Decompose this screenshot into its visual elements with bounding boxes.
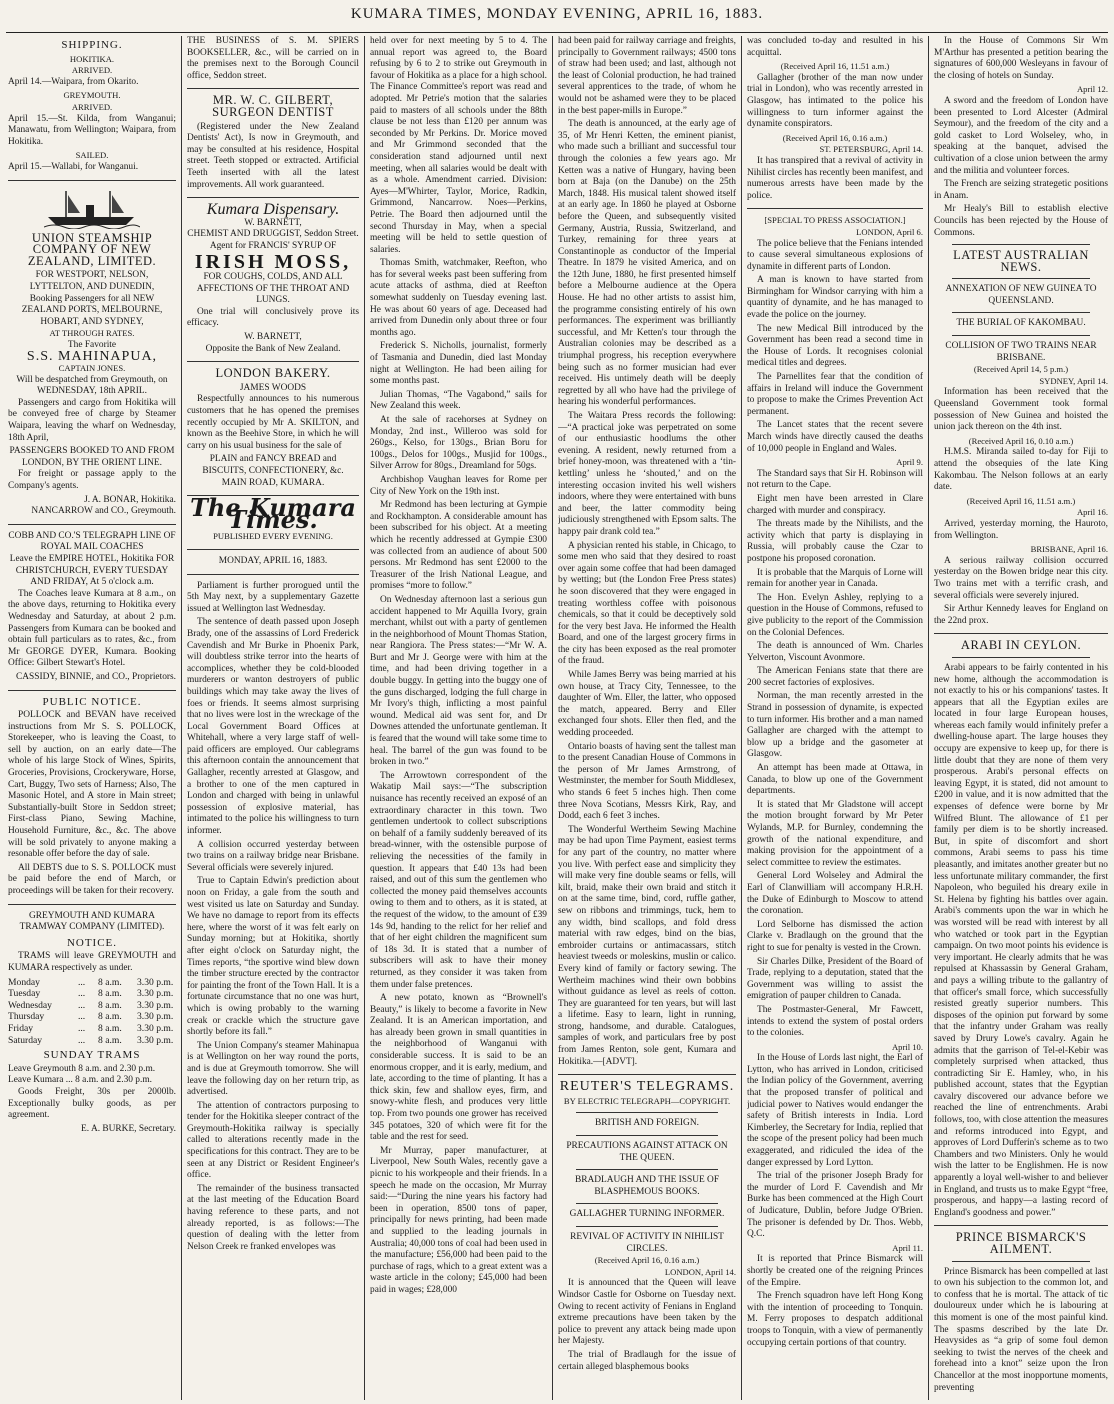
- tramway-title: GREYMOUTH AND KUMARA TRAMWAY COMPANY (LIMITED).: [19, 910, 165, 933]
- paragraph: Gallagher (brother of the man now under trial in London), who was recently arrested in Glasgow, has intimated to the police his willingness to turn informer against the dynamite conspirators.: [747, 72, 923, 130]
- usc-booked: PASSENGERS BOOKED TO AND FROM LONDON, BY THE ORIENT LINE.: [9, 446, 175, 468]
- divider: [8, 690, 176, 691]
- divider: [187, 574, 359, 575]
- paragraph: The French are seizing strategetic positions in Anam.: [934, 179, 1108, 201]
- dateline: April 12.: [1076, 84, 1108, 95]
- paragraph: The attention of contractors purposing to tender for the Hokitika sleeper contract of the Greymouth-Hokitika railway is specially called to alterations recently made in the specifications for this contract. They are to be seen at any District or Resident Engineer's office.: [187, 1100, 359, 1181]
- paragraph: Arrived, yesterday morning, the Hauroto, from Wellington.: [934, 518, 1108, 541]
- paragraph: The police believe that the Fenians intended to cause several simultaneous explosions of dynamite in different parts of London.: [747, 238, 923, 272]
- bakery-owner: JAMES WOODS: [239, 382, 307, 393]
- headline: COLLISION OF TWO TRAINS NEAR BRISBANE.: [945, 341, 1097, 363]
- divider: [952, 657, 1090, 658]
- paragraph: The Lancet states that the recent severe March winds have directly caused the deaths of 10,000 people in England and Wales.: [747, 420, 923, 454]
- divider: [952, 278, 1090, 279]
- tram-day: Wednesday: [8, 999, 52, 1011]
- paragraph: It is announced that the Queen will leave Windsor Castle for Osborne on Tuesday next. Owing to recent activity of Fenians in England extreme precautions have been taken by the police to prevent any attack being made upon her Majesty.: [558, 1278, 736, 1347]
- special-label: [SPECIAL TO PRESS ASSOCIATION.]: [764, 215, 906, 226]
- paragraph: An attempt has been made at Ottawa, in Canada, to blow up one of the Government departments.: [747, 763, 923, 797]
- paragraph: Ontario boasts of having sent the tallest man to the present Canadian House of Commons in the person of Mr James Armstrong, of Westminster, the member for South Middlesex, who stands 6 feet 5 inches high. Then come three Nova Scotians, Messrs Kirk, Ray, and Dodd, each 6 feet 3 inches.: [558, 741, 736, 822]
- usc-freight: For freight or passage apply to the Company's agents.: [8, 469, 176, 491]
- divider: [187, 549, 359, 550]
- tram-pm: 3.30 p.m.: [137, 976, 174, 988]
- column-divider: [364, 36, 365, 1400]
- bakery-text: Respectfully announces to his numerous customers that he has opened the premises recently occupied by Mr A. SKILTON, and known as the Beehive Store, in which he will carry on his usual business for the sale of: [187, 394, 359, 451]
- paragraph: It is stated that Mr Gladstone will accept the motion brought forward by Mr Peter Wylands, M.P. for Burnley, condemning the growth of the national expenditure, and making provision for the appointment of a select committee to review the estimates.: [747, 799, 923, 868]
- paragraph: The French squadron have left Hong Kong with the intention of proceeding to Tonquin. M. Ferry proposes to despatch additional troops to Tonquin, with a view of permanently occupying certain portions of that country.: [747, 1291, 923, 1348]
- paragraph: The Parnellites fear that the condition of affairs in Ireland will induce the Government to propose to make the Crimes Prevention Act permanent.: [747, 372, 923, 417]
- shipping-heading: SHIPPING.: [61, 39, 123, 51]
- divider: [8, 904, 176, 905]
- paragraph: A man is known to have started from Birmingham for Windsor carrying with him a quantity of dynamite, and he has managed to evade the police on the journey.: [747, 275, 923, 321]
- paragraph: The Postmaster-General, Mr Fawcett, intends to extend the system of postal orders to the colonies.: [747, 1004, 923, 1039]
- headline: THE BURIAL OF KAKOMBAU.: [956, 318, 1086, 329]
- column-3: [370, 36, 547, 1400]
- tram-am: 8 a.m.: [98, 1011, 122, 1023]
- agent-line: Agent for FRANCIS' SYRUP OF: [209, 240, 337, 251]
- dateline: LONDON, April 14.: [664, 1266, 736, 1277]
- cobb-text: The Coaches leave Kumara at 8 a.m., on the above days, returning to Hokitika every Wednesday and Saturday, at about 2 p.m. Passengers from Kumara can be booked and obtain full particulars as to rates, &c., from Mr GEORGE DYER, Kumara. Booking Office: Gilbert Stewart's Hotel.: [8, 588, 176, 669]
- tram-pm: 3.30 p.m.: [137, 1034, 174, 1046]
- paragraph: In the House of Lords last night, the Earl of Lytton, who has arrived in London, criticised the Indian policy of the Government, averring that the proposed transfer of political and judicial power to Natives would endanger the safety of British interests in India. Lord Kimberley, the Secretary for India, replied that the scope of the present policy had been much exaggerated, and ridiculed the idea of the danger expressed by Lord Lytton.: [747, 1053, 923, 1168]
- dateline: BRISBANE, April 16.: [1030, 544, 1108, 555]
- paragraph: The Hon. Evelyn Ashley, replying to a question in the House of Commons, refused to give publicity to the report of the Commission on the Colonial Defences.: [747, 592, 923, 638]
- paragraph: Sir Arthur Kennedy leaves for England on the 22nd prox.: [934, 604, 1108, 626]
- tram-pm: 3.30 p.m.: [137, 1011, 174, 1023]
- tramway-intro: TRAMS will leave GREYMOUTH and KUMARA respectively as under.: [8, 951, 176, 973]
- tramway-notice: NOTICE.: [66, 936, 118, 949]
- paragraph: The trial of the prisoner Joseph Brady for the murder of Lord F. Cavendish and Mr Burke has been commenced at the High Court of Judicature, Dublin, before Judge O'Brien. The prisoner is defended by Dr. Thos. Webb, Q.C.: [747, 1171, 923, 1240]
- bismarck-heading: PRINCE BISMARCK'S AILMENT.: [955, 1230, 1087, 1256]
- headline: GALLAGHER TURNING INFORMER.: [569, 1209, 725, 1220]
- column-divider: [552, 36, 553, 1400]
- irish-moss: IRISH MOSS,: [194, 250, 352, 273]
- divider: [952, 1261, 1090, 1262]
- divider: [8, 180, 176, 181]
- secretary-signature: E. A. BURKE, Secretary.: [81, 1123, 176, 1134]
- column-1: [8, 36, 176, 1400]
- dateline: April 9.: [896, 457, 923, 468]
- column-5: [747, 36, 923, 1400]
- dateline: April 10.: [891, 1041, 923, 1052]
- paragraph: A collision occurred yesterday between two trains on a railway bridge near Brisbane. Several officials were severely injured.: [187, 839, 359, 873]
- sunday-trams-heading: SUNDAY TRAMS: [43, 1049, 141, 1062]
- tram-day: Monday: [8, 976, 40, 988]
- nameplate: The Kumara Times.: [190, 493, 356, 534]
- chemist-line: CHEMIST AND DRUGGIST, Seddon Street.: [187, 229, 359, 240]
- arrived-label: ARRIVED.: [71, 65, 113, 76]
- paragraph: The Waitara Press records the following:—“A practical joke was perpetrated on some of our enthusiastic hoodlums the other evening. A resident, newly returned from a brief honey-moon, was threatened with a ‘tin-kettling’ unless he ‘shouted,’ and on the interesting occasion invited his well wishers indoors, where they were entertained with buns and beer, the latter commodity being judiciously strengthened with Epsom salts. The happy pair drank cold tea.”: [558, 411, 736, 537]
- paragraph: The sentence of death passed upon Joseph Brady, one of the assassins of Lord Frederick Cavendish and Mr Burke in Phoenix Park, will doubtless strike terror into the hearts of accomplices, whether they be cold-blooded murderers or wanton destroyers of public buildings which may take away the lives of foes or friends. It seems almost surprising that no lives were lost in the wreckage of the Local Government Board Offices at Whitehall, where a very large staff of well-paid officers are employed. Our cablegrams this afternoon contain the announcement that Gallagher, recently arrested at Glasgow, and a brother to one of the men captured in London and charged with being in unlawful possession of explosive material, has intimated to the police his willingness to turn informer.: [187, 617, 359, 837]
- usc-agent: NANCARROW and CO., Greymouth.: [31, 506, 176, 517]
- paragraph: While James Berry was being married at his own house, at Tracy City, Tennessee, to the daughter of Wm. Eller, the latter, who opposed the match, appeared. Berry and Eller exchanged four shots. Eller then fled, and the wedding proceeded.: [558, 670, 736, 739]
- barnett-name: W. BARNETT,: [244, 217, 302, 228]
- bakery-address: MAIN ROAD, KUMARA.: [221, 477, 325, 488]
- paragraph: H.M.S. Miranda sailed to-day for Fiji to attend the obsequies of the late King Kakombau. The Nelson follows at an early date.: [934, 447, 1108, 493]
- headline: BRADLAUGH AND THE ISSUE OF BLASPHEMOUS BOOKS.: [574, 1175, 720, 1197]
- dispensary-heading: Kumara Dispensary.: [206, 201, 340, 219]
- usc-despatch: Will be despatched from Greymouth, on: [16, 374, 168, 385]
- gilbert-text: (Registered under the New Zealand Dentists' Act), Is now in Greymouth, and may be consulted at his residence, Hospital street. Teeth stopped or extracted. Artificial Teeth inserted with all the latest improvements. All work guaranteed.: [187, 121, 359, 190]
- divider: [576, 1112, 718, 1113]
- trial-line: One trial will conclusively prove its efficacy.: [187, 306, 359, 329]
- paragraph: A sword and the freedom of London have been presented to Lord Alcester (Admiral Seymour), and the freedom of the city and a gold casket to Lord Wolseley, who, in speaking at the banquet, advised the cultivation of a close union between the army and the militia and volunteer forces.: [934, 95, 1108, 176]
- tram-am: 8 a.m.: [98, 999, 122, 1011]
- masthead-rule: [6, 32, 1108, 33]
- paragraph: was concluded to-day and resulted in his acquittal.: [747, 36, 923, 58]
- reuters-heading: REUTER'S TELEGRAMS.: [559, 1079, 735, 1095]
- tram-day: Tuesday: [8, 988, 41, 1000]
- paragraph: Mr Redmond has been lecturing at Gympie and Rockhampton. A considerable amount has been subscribed for his object. At a meeting which he recently addressed at Gympie £300 was collected from an audience of about 500 persons. Mr Redmond has sent £2000 to the Treasurer of the Irish National League, and promises “more to follow.”: [370, 500, 547, 592]
- paragraph: General Lord Wolseley and Admiral the Earl of Clanwilliam will accompany H.R.H. the Duke of Edinburgh to Moscow to attend the coronation.: [747, 871, 923, 917]
- divider: [187, 88, 359, 89]
- paragraph: In the House of Commons Sir Wm M'Arthur has presented a petition bearing the signatures of 600,000 Wesleyans in favour of the closing of hotels on Sunday.: [934, 36, 1108, 81]
- received-line: (Received April 16, 0.16 a.m.): [594, 1255, 700, 1266]
- divider: [952, 312, 1090, 313]
- headline: ANNEXATION OF NEW GUINEA TO QUEENSLAND.: [945, 284, 1097, 306]
- tram-pm: 3.30 p.m.: [137, 1022, 174, 1034]
- received-line: (Received April 14, 5 p.m.): [973, 364, 1069, 375]
- divider: [576, 1135, 718, 1136]
- goods-freight: Goods Freight, 30s per 2000lb. Exceptionally bulky goods, as per agreement.: [8, 1086, 176, 1121]
- paragraph: Prince Bismarck has been compelled at last to own his subjection to the common lot, and to confess that he is mortal. The attack of tic douloureux under which he is labouring at this moment is one of the most painful kind. The spasms described by the late Dr. Heavysides as “a grip of some foul demon seeking to twist the nerves of the cheek and forehead into a knot” seize upon the Iron Chancellor at the most inopportune moments, preventing: [934, 1266, 1108, 1393]
- paragraph: At the sale of racehorses at Sydney on Monday, 2nd inst., Willeroo was sold for 260gs., Kelso, for 130gs., Brian Boru for 100gs., Delos for 100gs., Musjid for 100gs., Silver Arrow for 80gs., Dreamland for 50gs.: [370, 415, 547, 472]
- usc-booking: Booking Passengers for all NEW ZEALAND PORTS, MELBOURNE, HOBART, AND SYDNEY,: [21, 293, 163, 327]
- paragraph: The death is announced, at the early age of 35, of Mr Henri Ketten, the eminent pianist, who made such a brilliant and successful tour through the colonies a few years ago. Mr Ketten was a native of Hungary, having been born at Baja (on the Danube) on the 25th March, 1848. His musical talent showed itself at an early age. In 1860 he played at Osborne before the Queen, and subsequently visited Germany, Austria, Russia, Switzerland, and Turkey, remaining for three years at Constantinople as conductor of the Imperial Theatre. In 1879 he visited America, and on the 12th June, 1880, he first presented himself before a Melbourne audience at the Opera House. He had no other artists to assist him, the programme consisting entirely of his own performances. The experiment was brilliantly successful, and Mr Ketten's tour through the Australian colonies may be described as a triumphal progress, his reception everywhere being such as no former musician had ever received. His untimely death will be deeply regretted by all who have had the privilege of hearing his wonderful performances.: [558, 119, 736, 408]
- divider: [747, 208, 923, 209]
- paragraph: The new Medical Bill introduced by the Government has been read a second time in the House of Lords. It recognises colonial medical titles and degrees.: [747, 323, 923, 369]
- usc-routes: FOR WESTPORT, NELSON, LYTTELTON, AND DUNEDIN,: [29, 270, 155, 292]
- usc-captain: CAPTAIN JONES.: [58, 363, 126, 374]
- arabi-heading: ARABI IN CEYLON.: [960, 638, 1082, 653]
- paragraph: A serious railway collision occurred yesterday on the Bowen bridge near this city. Two trains met with a terrific crash, and several officials were severely injured.: [934, 555, 1108, 601]
- tram-day: Friday: [8, 1022, 34, 1034]
- usc-ship: S.S. MAHINAPUA,: [26, 349, 158, 365]
- bakery-heading: LONDON BAKERY.: [215, 366, 331, 381]
- divider: [187, 361, 359, 362]
- hokitika-heading: HOKITIKA.: [69, 53, 115, 64]
- tram-day: Thursday: [8, 1011, 45, 1023]
- masthead: KUMARA TIMES, MONDAY EVENING, APRIL 16, 1883.: [350, 6, 764, 22]
- public-notice-debts: All DEBTS due to S. S. POLLOCK must be paid before the end of March, or proceedings will be taken for their recovery.: [8, 862, 176, 896]
- paragraph: Eight men have been arrested in Clare charged with murder and conspiracy.: [747, 493, 923, 516]
- divider: [952, 335, 1090, 336]
- column-divider: [181, 36, 182, 1400]
- greymouth-heading: GREYMOUTH.: [63, 90, 121, 101]
- divider: [576, 1169, 718, 1170]
- received-line: (Received April 16, 11.51 a.m.): [966, 495, 1076, 506]
- paragraph: The American Fenians state that there are 200 secret factories of explosives.: [747, 666, 923, 688]
- paragraph: The Wonderful Wertheim Sewing Machine may be had upon Time Payment, easiest terms for any part of the country, no matter where you live. With perfect ease and simplicity they will make very fine double seams or fells, will kilt, braid, make their own braid and stitch it on at the same time, bind, cord, ruffle gather, sew on ribbons and trimmings, tuck, hem to any width, bind scallops, and fold dress material with raw edges, bind on the bias, embroider curtains or antimacassars, stitch heaviest tweeds or moleskins, muslin or calico. Every kind of family or factory sewing. The Wertheim machines wind their own bobbins without guidance as level as reels of cotton. They are guaranteed for ten years, but will last a lifetime. Easy to learn, light in running, strong, handsome, and durable. Catalogues, samples of work, and particulars free by post from James Renton, sole gent, Kumara and Hokitika.—[ADVT].: [558, 824, 736, 1067]
- column-2: [187, 36, 359, 1400]
- tram-pm: 3.30 p.m.: [137, 999, 174, 1011]
- tram-pm: 3.30 p.m.: [137, 988, 174, 1000]
- paragraph: Arabi appears to be fairly contented in his new home, although the accommodation is not exactly to his or his companions' tastes. It appears that all the Egyptian exiles are located in four large European houses, whereas each family would infinitely prefer a dwelling-house apart. The large houses they occupy are expensive to keep up, for there is little doubt that they are none of them very prosperous. Arabi's personal effects on leaving Egypt, it is stated, did not amount to £200 in value, and it is now admitted that the expenses of defence were borne by Mr Wilfred Blunt. The allowance of £1 per family per diem is to be shortly increased. But, in spite of discomfort and short commons, Arabi seems to pass his time pleasantly, and imitates another greater but no less unfortunate military commander, the first Napoleon, who beguiled his dreary exile in St. Helena by fighting his battles over again. Arabi's comments upon the war in which he was worsted will be read with interest by all who watched or took part in the Egyptian campaign. On two moot points his evidence is very important. He clearly admits that he was repulsed at Khassassin by General Graham, and pays a willing tribute to the gallantry of that officer's small force, which successfully resisted greatly superior numbers. This disposes of the opinion put forward by some that the infantry under Graham was really saved by Drury Lowe's cavalry. Again he admits that the garrison of Tel-el-Kebir was completely surprised when attacked, thus contradicting Sir E. Hamley, who, in his published account, states that the Egyptian cavalry discovered our advance before we reached the line of entrenchments. Arabi follows, too, with close attention the measures and reforms introduced into Egypt, and approves of Lord Dufferin's scheme as to two Chambers and two Ministers. Only he would wish the latter to be Englishmen. He is now apparently a loyal well-wisher to and believer in England, and trusts us to make Egypt “free, prosperous, and happy—a lasting record of England's goodness and power.”: [934, 662, 1108, 1218]
- tram-am: 8 a.m.: [98, 988, 122, 1000]
- sailed-line: April 15.—Wallabi, for Wanganui.: [8, 161, 139, 172]
- cobb-signature: CASSIDY, BINNIE, and CO., Proprietors.: [16, 671, 176, 682]
- tram-day: Saturday: [8, 1034, 43, 1046]
- sunday-trams-line: Leave Kumara ... 8 a.m. and 2.30 p.m.: [8, 1075, 152, 1086]
- tram-am: 8 a.m.: [98, 1022, 122, 1034]
- section-heading: BRITISH AND FOREIGN.: [595, 1118, 699, 1129]
- headline: PRECAUTIONS AGAINST ATTACK ON THE QUEEN.: [566, 1141, 728, 1163]
- gilbert-heading: MR. W. C. GILBERT, SURGEON DENTIST: [212, 93, 334, 119]
- usc-rates: AT THROUGH RATES.: [49, 328, 135, 339]
- paragraph: Parliament is further prorogued until the 5th May next, by a supplementary Gazette issued at Wellington last Wednesday.: [187, 580, 359, 614]
- paragraph: Mr Healy's Bill to establish elective Councils has been rejected by the House of Commons.: [934, 204, 1108, 238]
- received-line: (Received April 16, 11.51 a.m.): [780, 61, 890, 72]
- divider: [8, 524, 176, 525]
- column-divider: [741, 36, 742, 1400]
- divider: [576, 1203, 718, 1204]
- divider: [576, 1226, 718, 1227]
- published-line: PUBLISHED EVERY EVENING.: [213, 531, 333, 542]
- paragraph: The Union Company's steamer Mahinapua is at Wellington on her way round the ports, and is due at Greymouth tomorrow. She will leave the following day on her return trip, as advertised.: [187, 1040, 359, 1098]
- tram-timetable: Monday ... 8 a.m. 3.30 p.m. Tuesday ... 8 a.m. 3.30 p.m. Wednesday ... 8 a.m. 3.30 p.m. Thursday ... 8 a.m. 3.30 p.m. Friday ... 8 a.m. 3.30 p.m. Saturday ... 8 a.m. 3.30 p.m.: [8, 977, 176, 1047]
- sailed-label: SAILED.: [75, 150, 109, 161]
- paragraph: It has transpired that a revival of activity in Nihilist circles has recently been manifest, and numerous arrests have been made by the police.: [747, 155, 923, 201]
- received-line: (Received April 16, 0.10 a.m.): [968, 435, 1074, 446]
- paragraph: Information has been received that the Queensland Government took formal possession of New Guinea and hoisted the union jack thereon on the 4th inst.: [934, 387, 1108, 433]
- paragraph: Sir Charles Dilke, President of the Board of Trade, replying to a deputation, stated that the Government was willing to assist the emigration of pauper children to Canada.: [747, 956, 923, 1002]
- usc-title: UNION STEAMSHIP COMPANY OF NEW ZEALAND, LIMITED.: [27, 230, 157, 268]
- paragraph: A physician rented his stable, in Chicago, to some men who said that they desired to roast over again some coffee that had been damaged by wetting; but (the London Free Press states) he soon discovered that they were engaged in treating worthless coffee with poisonous chemicals, so that it could be deceptively sold for the very best Java. He informed the Health Board, and one of the largest grocery firms in the city has been exposed as the real promoter of the fraud.: [558, 540, 736, 667]
- divider: [934, 633, 1108, 634]
- paragraph: Lord Selborne has dismissed the action Clarke v. Bradlaugh on the ground that the right to sue for penalty is vested in the Crown.: [747, 919, 923, 953]
- headline: REVIVAL OF ACTIVITY IN NIHILIST CIRCLES.: [570, 1232, 724, 1254]
- usc-agent: J. A. BONAR, Hokitika.: [84, 494, 176, 505]
- divider: [558, 1074, 736, 1075]
- arrived-label: ARRIVED.: [71, 101, 113, 112]
- paragraph: Archbishop Vaughan leaves for Rome per City of New York on the 19th inst.: [370, 474, 547, 497]
- paragraph: A new potato, known as “Brownell's Beauty,” is likely to become a favorite in New Zealand. It is an American importation, and has already been grown in small quantities in the neighborhood of Wanganui with considerable success. It is said to be an enormous cropper, and it is early, medium, and late, according to the time of planting. It has a thick skin, few and shallow eyes, firm, and snowy-white flesh, and produces very little top. From two pounds one grower has received 345 potatoes, 320 of which were fit for the table and the rest for seed.: [370, 993, 547, 1143]
- received-line: (Received April 16, 0.16 a.m.): [782, 132, 888, 143]
- column-6: [934, 36, 1108, 1400]
- paragraph: It is reported that Prince Bismarck will shortly be created one of the reigning Princes of the Empire.: [747, 1254, 923, 1288]
- paragraph: had been paid for railway carriage and freights, principally to Government railways; 4500 tons of straw had been used; and last, although not the least of Colonial production, he had trained several apprentices to the trade, of whom he would not be ashamed were they to be placed in the best paper-mills in Europe.”: [558, 36, 736, 116]
- spiers-notice: THE BUSINESS of S. M. SPIERS BOOKSELLER, &c., will be carried on in the premises next to the Borough Council office, Seddon street.: [187, 36, 359, 81]
- paragraph: It is probable that the Marquis of Lorne will remain for another year in Canada.: [747, 567, 923, 590]
- public-notice-heading: PUBLIC NOTICE.: [42, 695, 142, 708]
- cobb-title: COBB AND CO.'S TELEGRAPH LINE OF ROYAL MAIL COACHES: [8, 530, 176, 553]
- paragraph: The Arrowtown correspondent of the Wakatip Mail says:—“The subscription nuisance has recently received an exposé of an extraordinary character in this town. Two gentlemen undertook to collect subscriptions on behalf of a family suddenly bereaved of its bread-winner, with the ostensible purpose of relieving the necessities of the family in question. It appears that £40 13s had been raised, and out of this sum the gentlemen who collected the money paid themselves accounts owing to them and to others, as it is stated, at the request of the widow, to the amount of £39 14s 9d, handing to the relict for her relief and that of her eight children the magnificent sum of 18s 3d. It is stated that a number of subscribers will ask to have their money returned, as they consider it was taken from them under false pretences.: [370, 770, 547, 990]
- latest-australian-heading: LATEST AUSTRALIAN NEWS.: [953, 248, 1089, 274]
- paragraph: Mr Murray, paper manufacturer, at Liverpool, New South Wales, recently gave a picnic to his workpeople and their friends. In a speech he made on the occasion, Mr Murray said:—“During the nine years his factory had been in operation, 8500 tons of paper, principally for news printing, had been made and supplied to the leading journals in Australia; 40,000 tons of coal had been used in the manufacture; £56,000 had been paid to the purchase of rags, which to a great extent was a waste article in the colony; £45,000 had been paid in wages; £28,000: [370, 1145, 547, 1295]
- column-divider: [928, 36, 929, 1400]
- dateline: LONDON, April 6.: [856, 226, 923, 237]
- dateline: ST. PETERSBURG, April 14.: [819, 144, 923, 155]
- tram-am: 8 a.m.: [98, 976, 122, 988]
- dateline: SYDNEY, April 14.: [1039, 375, 1108, 386]
- column-4: [558, 36, 736, 1400]
- paragraph: True to Captain Edwin's prediction about noon on Friday, a gale from the south and west visited us late on Saturday and Sunday. We have no damage to report from its effects here, where the worst of it was felt early on Sunday morning; but at Hokitika, shortly after eight o'clock on Saturday night, the Times reports, “the sportive wind blew down the timber structure erected by the contractor for painting the front of the Town Hall. It is a fortunate circumstance that no one was hurt, which is owing probably to the warning creak or crackle which the structure gave shortly before its fall.”: [187, 876, 359, 1038]
- issue-date: MONDAY, APRIL 16, 1883.: [218, 555, 328, 566]
- tram-am: 8 a.m.: [98, 1034, 122, 1046]
- sunday-trams-line: Leave Greymouth 8 a.m. and 2.30 p.m.: [8, 1063, 156, 1074]
- usc-date: WEDNESDAY, 18th APRIL.: [37, 386, 147, 397]
- cobb-schedule: Leave the EMPIRE HOTEL, Hokitika FOR CHRISTCHURCH, EVERY TUESDAY AND FRIDAY, At 5 o'clock a.m.: [9, 553, 175, 588]
- divider: [952, 244, 1090, 245]
- steamship-icon: [8, 187, 176, 229]
- barnett-name: W. BARNETT,: [244, 332, 302, 343]
- paragraph: The threats made by the Nihilists, and the activity which that party is displaying in Russia, will probably cause the Czar to postpone his proposed coronation.: [747, 519, 923, 564]
- paragraph: Julian Thomas, “The Vagabond,” sails for New Zealand this week.: [370, 389, 547, 412]
- paragraph: Thomas Smith, watchmaker, Reefton, who has for several weeks past been suffering from acute attacks of asthma, died at Reefton somewhat suddenly on Tuesday evening last. He was about 60 years of age. Deceased had arrived from Dunedin only about three or four months ago.: [370, 258, 547, 338]
- paragraph: held over for next meeting by 5 to 4. The annual report was agreed to, the Board refusing by 6 to 2 to strike out Greymouth in favour of Hokitika as a place for a high school. The Finance Committee's report was read and adopted. Mr Petrie's motion that the salaries paid to masters of all schools under the 88th clause be not less than £120 per annum was seconded by Mr Perkins. Dr. Morice moved and Mr Grimmond seconded that the consideration stand adjourned until next meeting, when all salaries would be dealt with as a whole. Amendment carried. Division: Ayes—M'Whirter, Taylor, Morice, Radkin, Grimmond, Nancarrow. Noes—Perkins, Petrie. The Board then adjourned until the second Thursday in May, when a special meeting will be held to settle question of salaries.: [370, 36, 547, 255]
- paragraph: Norman, the man recently arrested in the Strand in possession of dynamite, is expected to turn informer. His brother and a man named Gallagher are charged with the attempt to blow up a bridge and the gasometer at Glasgow.: [747, 691, 923, 760]
- public-notice-text: POLLOCK and BEVAN have received instructions from Mr S. S. POLLOCK, Storekeeper, who is leaving the Coast, to sell by auction, on an early date—The whole of his large Stock of Wines, Spirits, Groceries, Provisions, Crockeryware, Horse, Cart, Buggy, Two sets of Harness; Also, The Masonic Hotel, and A store in Main street; Substantially-built Store in Seddon street; First-class Piano, Sewing Machine, Household Furniture, &c., &c. The above will be sold privately to anyone making a resonable offer before the day of sale.: [8, 710, 176, 860]
- dateline: April 16.: [1076, 507, 1108, 518]
- electric-telegraph-line: BY ELECTRIC TELEGRAPH—COPYRIGHT.: [563, 1095, 731, 1106]
- dateline: April 11.: [892, 1242, 923, 1253]
- usc-passengers: Passengers and cargo from Hokitika will be conveyed free of charge by Steamer Waipara, leaving the wharf on Wednesday, 18th April,: [8, 397, 176, 443]
- paragraph: On Wednesday afternoon last a serious gun accident happened to Mr Aquilla Ivory, grain merchant, whilst out with a party of gentlemen in the neighborhood of Mount Thomas Station, near Rangiora. The Press states:—“Mr W. A. Burt and Mr J. George were with him at the time, and had been driving together in a double buggy. In getting into the buggy one of the guns discharged, lodging the full charge in Mr Ivory's thigh, inflicting a most painful wound. Medical aid was sent for, and Dr Downes attended the unfortunate gentleman. It is feared that the wound will take some time to heal. The barrel of the gun was found to be broken in two.”: [370, 594, 547, 768]
- paragraph: The trial of Bradlaugh for the issue of certain alleged blasphemous books: [558, 1349, 736, 1372]
- usc-favorite: The Favorite: [67, 339, 117, 350]
- divider: [187, 197, 359, 198]
- coughs-line: FOR COUGHS, COLDS, AND ALL AFFECTIONS OF THE THROAT AND LUNGS.: [196, 272, 350, 306]
- greymouth-arrival: April 15.—St. Kilda, from Wanganui; Manawatu, from Wellington; Waipara, from Hokitika.: [8, 113, 176, 147]
- paragraph: The Standard says that Sir H. Robinson will not return to the Cape.: [747, 468, 923, 491]
- paragraph: Frederick S. Nicholls, journalist, formerly of Tasmania and Dunedin, died last Monday night at Wellington. He had been ailing for some months past.: [370, 341, 547, 387]
- paragraph: The death is announced of Wm. Charles Yelverton, Viscount Avonmore.: [747, 641, 923, 663]
- divider: [934, 1225, 1108, 1226]
- opposite-line: Opposite the Bank of New Zealand.: [205, 343, 341, 354]
- hokitika-arrival: April 14.—Waipara, from Okarito.: [8, 76, 139, 87]
- paragraph: The remainder of the business transacted at the last meeting of the Education Board having reference to these parts, and not already reported, is as follows:—The question of dealing with the letter from Nelson Creek re franked envelopes was: [187, 1183, 359, 1252]
- bakery-products: PLAIN and FANCY BREAD and BISCUITS, CONFECTIONERY, &c.: [202, 454, 344, 476]
